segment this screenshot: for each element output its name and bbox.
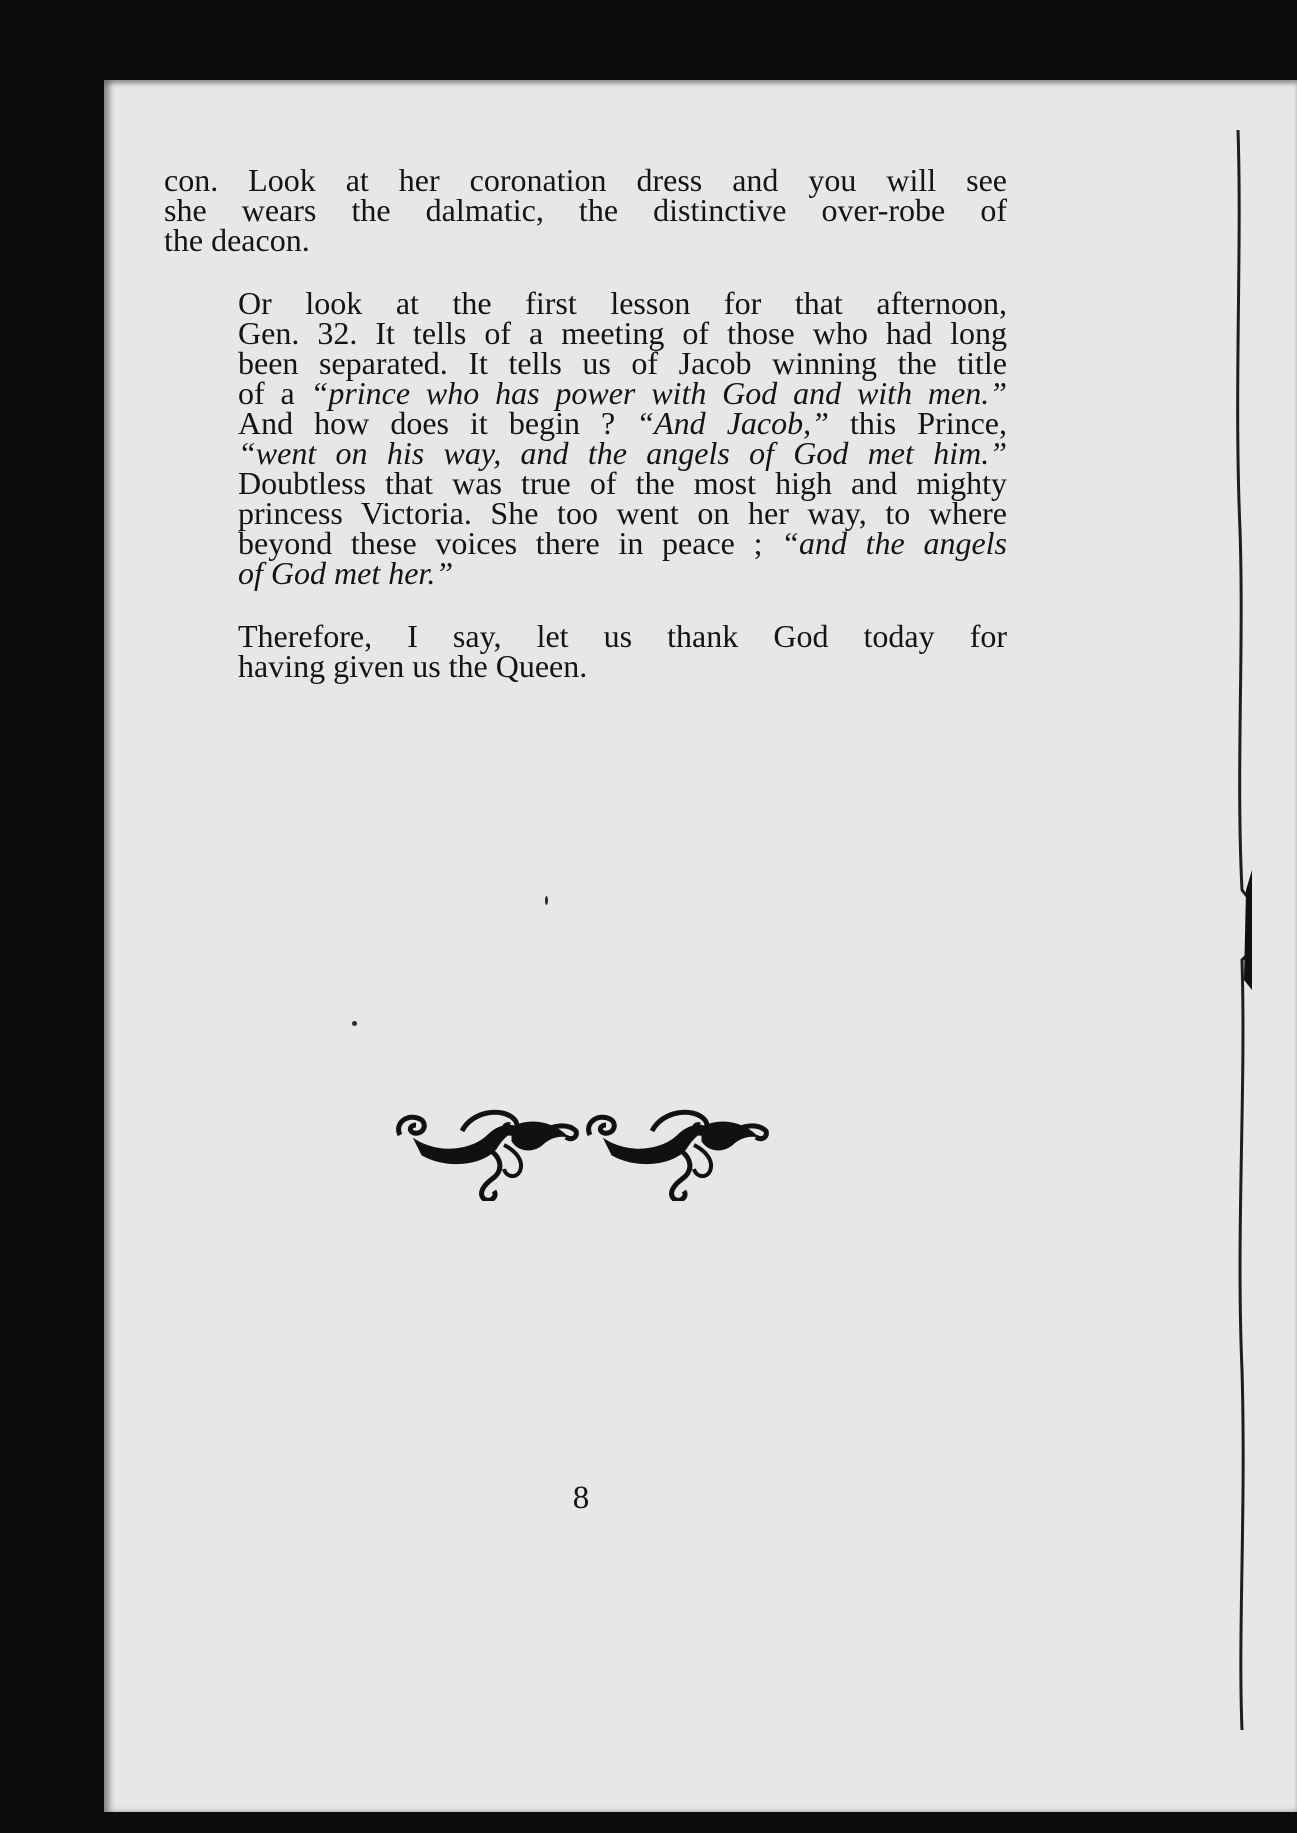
text-line [164, 435, 1007, 471]
italic-text: “And Jacob,” [636, 405, 829, 441]
text-run: princess Victoria. She too went on her way, to where [238, 495, 1007, 531]
text-line [164, 525, 1008, 561]
text-run: Gen. 32. It tells of a meeting of those who had long [238, 315, 1007, 351]
text-run: the deacon. [164, 222, 310, 258]
text-line [164, 345, 1007, 381]
italic-text: of God met her.” [238, 555, 454, 591]
text-line [164, 162, 1007, 198]
text-run: And how does it begin ? [238, 405, 637, 441]
text-line [164, 222, 1007, 258]
italic-text: “went on his way, and the angels of God met him.” [238, 435, 1007, 471]
body-text [164, 162, 1008, 714]
text-line [164, 555, 1007, 591]
text-run: having given us the Queen. [238, 648, 588, 684]
ink-speck [545, 896, 548, 905]
paragraph-3 [164, 618, 1007, 684]
text-run: she wears the dalmatic, the distinctive over-robe of [164, 192, 1007, 228]
text-run: Therefore, I say, let us thank God today for [238, 618, 1007, 654]
text-line [164, 375, 1008, 411]
page-number: 8 [572, 1480, 590, 1516]
text-run: this Prince, [828, 405, 1008, 441]
ink-speck [352, 1021, 357, 1026]
page-edge-shadow [1228, 130, 1252, 1730]
italic-text: “prince who has power with God and with men.” [310, 375, 1008, 411]
text-line [164, 405, 1008, 441]
text-line [164, 465, 1007, 501]
fleuron-ornament-icon [392, 1105, 774, 1201]
text-run: con. Look at her coronation dress and you will see [164, 162, 1007, 198]
text-run: beyond these voices there in peace ; [238, 525, 782, 561]
text-run: been separated. It tells us of Jacob winning the title [238, 345, 1007, 381]
text-line [164, 495, 1007, 531]
text-line [164, 285, 1007, 321]
paragraph-2 [164, 285, 1008, 591]
text-line [164, 618, 1007, 654]
paragraph-1 [164, 162, 1007, 258]
text-line [164, 648, 1007, 684]
text-run: Doubtless that was true of the most high and mighty [238, 465, 1007, 501]
text-run: of a [238, 375, 311, 411]
text-line [164, 315, 1007, 351]
italic-text: “and the angels [781, 525, 1008, 561]
text-line [164, 192, 1007, 228]
text-run: Or look at the first lesson for that afternoon, [238, 285, 1007, 321]
